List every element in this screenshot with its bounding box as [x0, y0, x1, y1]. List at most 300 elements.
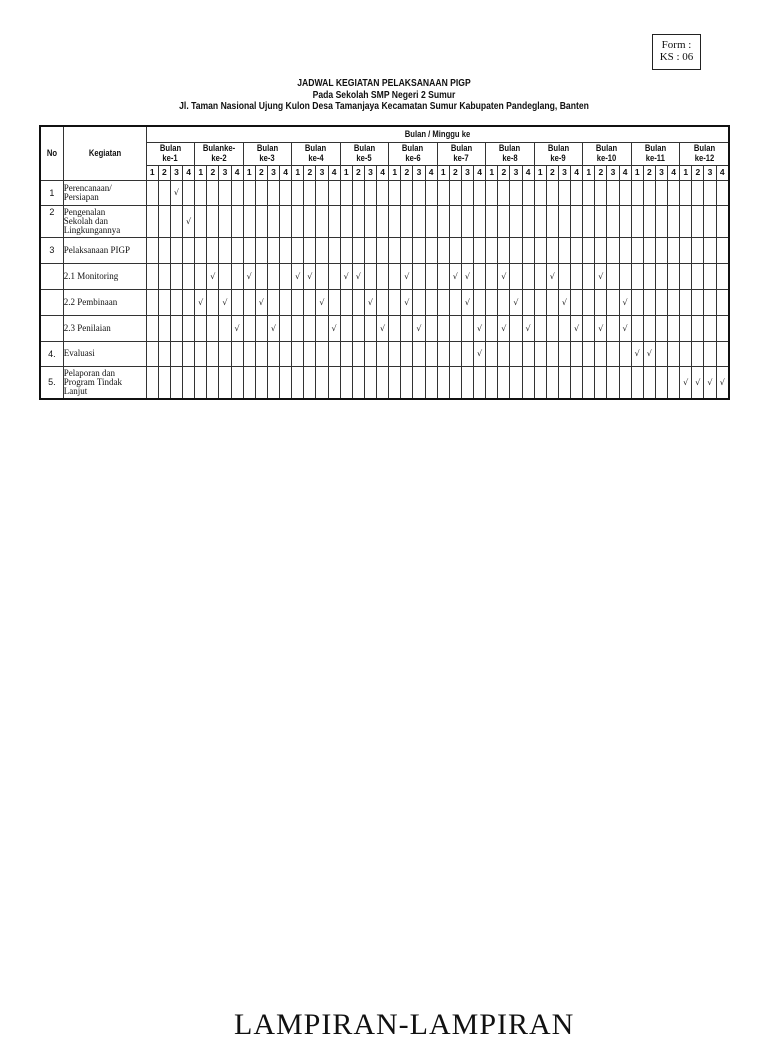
schedule-cell	[437, 237, 449, 263]
schedule-cell	[668, 315, 680, 341]
schedule-cell	[668, 341, 680, 366]
schedule-cell	[486, 205, 498, 237]
schedule-cell	[534, 237, 546, 263]
schedule-cell	[255, 315, 267, 341]
week-number: 4	[474, 165, 486, 180]
schedule-cell	[158, 263, 170, 289]
schedule-cell	[389, 237, 401, 263]
schedule-cell	[583, 180, 595, 205]
schedule-cell	[170, 341, 182, 366]
week-number: 4	[231, 165, 243, 180]
schedule-cell	[170, 205, 182, 237]
activity-cell	[63, 341, 146, 366]
schedule-cell	[461, 341, 473, 366]
week-number: 1	[292, 165, 304, 180]
schedule-cell	[243, 205, 255, 237]
form-code-box	[652, 34, 701, 70]
schedule-cell	[631, 341, 643, 366]
checkmark-icon: √	[525, 323, 531, 333]
schedule-cell	[510, 366, 522, 399]
schedule-cell	[449, 341, 461, 366]
row-number	[40, 315, 63, 341]
schedule-cell	[474, 263, 486, 289]
schedule-cell	[401, 180, 413, 205]
week-number: 3	[704, 165, 716, 180]
schedule-cell	[716, 366, 729, 399]
month-header-8	[486, 142, 535, 165]
schedule-cell	[364, 341, 376, 366]
schedule-cell	[704, 366, 716, 399]
schedule-cell	[716, 289, 729, 315]
schedule-cell	[195, 315, 207, 341]
schedule-cell	[607, 263, 619, 289]
schedule-cell	[146, 205, 158, 237]
schedule-cell	[304, 205, 316, 237]
schedule-cell	[680, 315, 692, 341]
schedule-cell	[340, 366, 352, 399]
schedule-cell	[486, 366, 498, 399]
schedule-cell	[486, 180, 498, 205]
checkmark-icon: √	[173, 188, 179, 197]
schedule-cell	[498, 341, 510, 366]
schedule-cell	[170, 315, 182, 341]
week-number: 1	[437, 165, 449, 180]
week-number: 2	[498, 165, 510, 180]
schedule-cell	[631, 315, 643, 341]
month-header-2	[195, 142, 244, 165]
schedule-cell	[486, 263, 498, 289]
schedule-cell	[207, 205, 219, 237]
week-number: 2	[158, 165, 170, 180]
schedule-cell	[425, 341, 437, 366]
schedule-cell	[364, 289, 376, 315]
schedule-cell	[546, 315, 558, 341]
activity-label-line: 2.1 Monitoring	[63, 270, 119, 281]
checkmark-icon: √	[295, 271, 301, 281]
week-number: 1	[340, 165, 352, 180]
document-header	[54, 78, 714, 113]
week-number: 2	[643, 165, 655, 180]
schedule-cell	[474, 205, 486, 237]
week-number: 1	[534, 165, 546, 180]
schedule-cell	[692, 341, 704, 366]
schedule-cell	[292, 205, 304, 237]
schedule-cell	[219, 263, 231, 289]
schedule-cell	[389, 315, 401, 341]
checkmark-icon: √	[598, 271, 604, 281]
week-number: 1	[195, 165, 207, 180]
activity-cell	[63, 263, 146, 289]
schedule-cell	[255, 263, 267, 289]
schedule-cell	[498, 289, 510, 315]
month-header-line2: ke-11	[645, 152, 665, 163]
schedule-cell	[534, 341, 546, 366]
schedule-cell	[195, 180, 207, 205]
month-header-line2: ke-1	[162, 152, 179, 163]
schedule-cell	[207, 289, 219, 315]
month-header-line1: Bulanke-	[202, 143, 236, 153]
schedule-cell	[643, 237, 655, 263]
schedule-cell	[680, 205, 692, 237]
checkmark-icon: √	[501, 323, 507, 333]
column-header-no-label: No	[46, 147, 57, 158]
schedule-cell	[437, 289, 449, 315]
week-number: 3	[413, 165, 425, 180]
week-number: 1	[243, 165, 255, 180]
schedule-cell	[170, 289, 182, 315]
schedule-cell	[558, 289, 570, 315]
schedule-cell	[571, 205, 583, 237]
schedule-cell	[449, 263, 461, 289]
schedule-cell	[316, 180, 328, 205]
schedule-cell	[280, 315, 292, 341]
schedule-cell	[292, 366, 304, 399]
schedule-cell	[267, 263, 279, 289]
schedule-cell	[328, 289, 340, 315]
schedule-cell	[704, 341, 716, 366]
schedule-cell	[316, 341, 328, 366]
schedule-cell	[328, 237, 340, 263]
schedule-cell	[558, 205, 570, 237]
schedule-cell	[146, 366, 158, 399]
schedule-cell	[170, 180, 182, 205]
schedule-cell	[474, 315, 486, 341]
week-number: 4	[183, 165, 195, 180]
schedule-cell	[474, 237, 486, 263]
schedule-cell	[377, 205, 389, 237]
schedule-cell	[292, 263, 304, 289]
schedule-cell	[716, 341, 729, 366]
checkmark-icon: √	[198, 297, 204, 307]
schedule-cell	[643, 205, 655, 237]
schedule-cell	[219, 366, 231, 399]
schedule-cell	[243, 237, 255, 263]
week-number: 1	[680, 165, 692, 180]
month-header-line1: Bulan	[596, 143, 618, 153]
schedule-cell	[425, 289, 437, 315]
month-header-line1: Bulan	[547, 143, 570, 153]
schedule-cell	[716, 205, 729, 237]
schedule-cell	[146, 341, 158, 366]
schedule-cell	[231, 341, 243, 366]
week-number: 4	[377, 165, 389, 180]
schedule-cell	[534, 180, 546, 205]
schedule-cell	[170, 263, 182, 289]
schedule-cell	[461, 366, 473, 399]
schedule-cell	[546, 341, 558, 366]
schedule-cell	[546, 263, 558, 289]
schedule-cell	[340, 341, 352, 366]
schedule-cell	[377, 237, 389, 263]
schedule-cell	[510, 263, 522, 289]
schedule-cell	[546, 180, 558, 205]
week-number: 2	[401, 165, 413, 180]
schedule-cell	[692, 205, 704, 237]
schedule-cell	[631, 205, 643, 237]
schedule-cell	[461, 289, 473, 315]
table-row	[40, 237, 729, 263]
week-number: 3	[558, 165, 570, 180]
checkmark-icon: √	[246, 271, 252, 281]
checkmark-icon: √	[561, 297, 567, 307]
schedule-cell	[170, 237, 182, 263]
month-header-4	[292, 142, 341, 165]
schedule-cell	[219, 341, 231, 366]
schedule-cell	[389, 180, 401, 205]
activity-cell	[63, 366, 146, 399]
schedule-cell	[364, 366, 376, 399]
month-header-line2: ke-7	[453, 152, 470, 163]
schedule-cell	[583, 289, 595, 315]
row-number: 3	[40, 237, 63, 263]
month-header-5	[340, 142, 389, 165]
schedule-cell	[280, 205, 292, 237]
schedule-cell	[595, 341, 607, 366]
schedule-cell	[449, 315, 461, 341]
schedule-cell	[304, 180, 316, 205]
schedule-cell	[267, 180, 279, 205]
month-header-line2: ke-3	[259, 152, 276, 163]
schedule-cell	[231, 289, 243, 315]
schedule-cell	[292, 237, 304, 263]
schedule-cell	[340, 289, 352, 315]
schedule-cell	[316, 237, 328, 263]
column-header-no	[40, 126, 63, 180]
activity-label-line: 2.3 Penilaian	[63, 322, 111, 333]
schedule-cell	[401, 237, 413, 263]
schedule-cell	[607, 205, 619, 237]
schedule-cell	[595, 237, 607, 263]
schedule-cell	[413, 366, 425, 399]
schedule-cell	[183, 289, 195, 315]
activity-label-line: Pengenalan	[63, 206, 106, 217]
schedule-cell	[316, 315, 328, 341]
schedule-cell	[207, 237, 219, 263]
schedule-cell	[498, 180, 510, 205]
schedule-cell	[425, 366, 437, 399]
schedule-cell	[401, 366, 413, 399]
schedule-cell	[425, 180, 437, 205]
week-number: 1	[146, 165, 158, 180]
month-header-line1: Bulan	[353, 143, 376, 153]
schedule-cell	[498, 237, 510, 263]
schedule-cell	[668, 205, 680, 237]
schedule-cell	[267, 205, 279, 237]
week-number: 3	[364, 165, 376, 180]
column-header-kegiatan-label: Kegiatan	[88, 147, 121, 158]
schedule-cell	[401, 289, 413, 315]
form-code: KS : 06	[659, 51, 694, 63]
schedule-cell	[328, 180, 340, 205]
schedule-cell	[619, 263, 631, 289]
schedule-cell	[692, 289, 704, 315]
activity-label-line: Persiapan	[63, 191, 99, 202]
schedule-cell	[377, 289, 389, 315]
schedule-cell	[510, 237, 522, 263]
schedule-table	[39, 125, 730, 400]
activity-cell	[63, 237, 146, 263]
schedule-cell	[607, 341, 619, 366]
schedule-cell	[522, 263, 534, 289]
schedule-cell	[655, 205, 667, 237]
week-number: 4	[668, 165, 680, 180]
schedule-cell	[486, 315, 498, 341]
schedule-cell	[571, 289, 583, 315]
schedule-cell	[207, 315, 219, 341]
table-row	[40, 205, 729, 237]
schedule-cell	[486, 237, 498, 263]
checkmark-icon: √	[416, 323, 422, 333]
checkmark-icon: √	[683, 377, 689, 387]
schedule-cell	[595, 180, 607, 205]
schedule-cell	[146, 237, 158, 263]
schedule-cell	[668, 366, 680, 399]
schedule-cell	[243, 315, 255, 341]
schedule-cell	[280, 263, 292, 289]
checkmark-icon: √	[319, 297, 325, 307]
schedule-cell	[461, 237, 473, 263]
schedule-cell	[219, 237, 231, 263]
activity-label-line: Sekolah dan	[63, 215, 108, 226]
activity-cell	[63, 180, 146, 205]
schedule-cell	[607, 180, 619, 205]
activity-label-line: Lingkungannya	[63, 224, 121, 235]
schedule-cell	[183, 366, 195, 399]
schedule-cell	[461, 315, 473, 341]
month-header-line2: ke-6	[405, 152, 421, 163]
week-number: 2	[595, 165, 607, 180]
checkmark-icon: √	[222, 297, 228, 307]
schedule-cell	[425, 315, 437, 341]
document-subtitle: Pada Sekolah SMP Negeri 2 Sumur	[312, 89, 456, 101]
schedule-cell	[425, 263, 437, 289]
table-row	[40, 180, 729, 205]
schedule-cell	[595, 205, 607, 237]
schedule-cell	[413, 180, 425, 205]
schedule-cell	[292, 315, 304, 341]
month-header-6	[389, 142, 438, 165]
document-title: JADWAL KEGIATAN PELAKSANAAN PIGP	[297, 78, 471, 89]
week-number: 4	[425, 165, 437, 180]
schedule-cell	[207, 263, 219, 289]
schedule-cell	[231, 205, 243, 237]
checkmark-icon: √	[719, 377, 725, 387]
month-header-12	[680, 142, 729, 165]
schedule-cell	[534, 263, 546, 289]
schedule-cell	[692, 315, 704, 341]
schedule-cell	[583, 263, 595, 289]
schedule-cell	[146, 315, 158, 341]
schedule-cell	[377, 180, 389, 205]
schedule-cell	[619, 180, 631, 205]
checkmark-icon: √	[707, 377, 713, 387]
schedule-cell	[583, 205, 595, 237]
schedule-cell	[292, 341, 304, 366]
schedule-cell	[558, 180, 570, 205]
schedule-cell	[243, 289, 255, 315]
schedule-cell	[304, 315, 316, 341]
schedule-cell	[668, 237, 680, 263]
month-header-line2: ke-2	[211, 152, 227, 163]
checkmark-icon: √	[343, 271, 349, 281]
row-number	[40, 263, 63, 289]
schedule-cell	[643, 341, 655, 366]
schedule-cell	[680, 289, 692, 315]
schedule-cell	[340, 315, 352, 341]
checkmark-icon: √	[234, 323, 240, 333]
schedule-cell	[328, 341, 340, 366]
week-number: 1	[631, 165, 643, 180]
schedule-cell	[364, 180, 376, 205]
schedule-cell	[243, 263, 255, 289]
schedule-cell	[534, 289, 546, 315]
schedule-cell	[522, 180, 534, 205]
month-header-line1: Bulan	[256, 143, 279, 153]
schedule-cell	[558, 341, 570, 366]
schedule-cell	[643, 315, 655, 341]
activity-label-line: Evaluasi	[63, 348, 95, 358]
schedule-cell	[352, 237, 364, 263]
schedule-cell	[474, 366, 486, 399]
schedule-cell	[413, 263, 425, 289]
schedule-cell	[389, 289, 401, 315]
schedule-cell	[158, 237, 170, 263]
month-header-line2: ke-10	[597, 152, 617, 163]
row-number: 2	[40, 205, 63, 237]
checkmark-icon: √	[695, 377, 701, 387]
schedule-cell	[619, 315, 631, 341]
schedule-cell	[243, 341, 255, 366]
checkmark-icon: √	[598, 323, 604, 333]
schedule-cell	[267, 289, 279, 315]
schedule-cell	[437, 315, 449, 341]
schedule-cell	[219, 289, 231, 315]
month-header-line1: Bulan	[402, 143, 424, 153]
schedule-cell	[146, 180, 158, 205]
schedule-cell	[437, 205, 449, 237]
schedule-cell	[207, 341, 219, 366]
week-number: 3	[170, 165, 182, 180]
schedule-cell	[643, 263, 655, 289]
schedule-cell	[449, 180, 461, 205]
schedule-cell	[461, 180, 473, 205]
schedule-cell	[498, 366, 510, 399]
schedule-cell	[267, 237, 279, 263]
schedule-cell	[716, 263, 729, 289]
schedule-cell	[716, 237, 729, 263]
month-header-9	[534, 142, 583, 165]
attachments-heading: LAMPIRAN-LAMPIRAN	[234, 1008, 575, 1041]
schedule-cell	[255, 205, 267, 237]
table-row	[40, 263, 729, 289]
checkmark-icon: √	[477, 323, 483, 333]
column-header-bulan-minggu-label: Bulan / Minggu ke	[404, 128, 471, 139]
schedule-cell	[498, 205, 510, 237]
schedule-cell	[195, 341, 207, 366]
checkmark-icon: √	[464, 271, 470, 281]
document-address: Jl. Taman Nasional Ujung Kulon Desa Tamanjaya Kecamatan Sumur Kabupaten Pandeglang, Banten	[179, 101, 589, 112]
schedule-cell	[316, 366, 328, 399]
week-number: 3	[510, 165, 522, 180]
checkmark-icon: √	[380, 323, 386, 333]
row-number: 4.	[40, 341, 63, 366]
schedule-cell	[716, 180, 729, 205]
schedule-cell	[352, 289, 364, 315]
month-header-10	[583, 142, 632, 165]
schedule-cell	[449, 366, 461, 399]
schedule-cell	[316, 263, 328, 289]
schedule-cell	[583, 366, 595, 399]
